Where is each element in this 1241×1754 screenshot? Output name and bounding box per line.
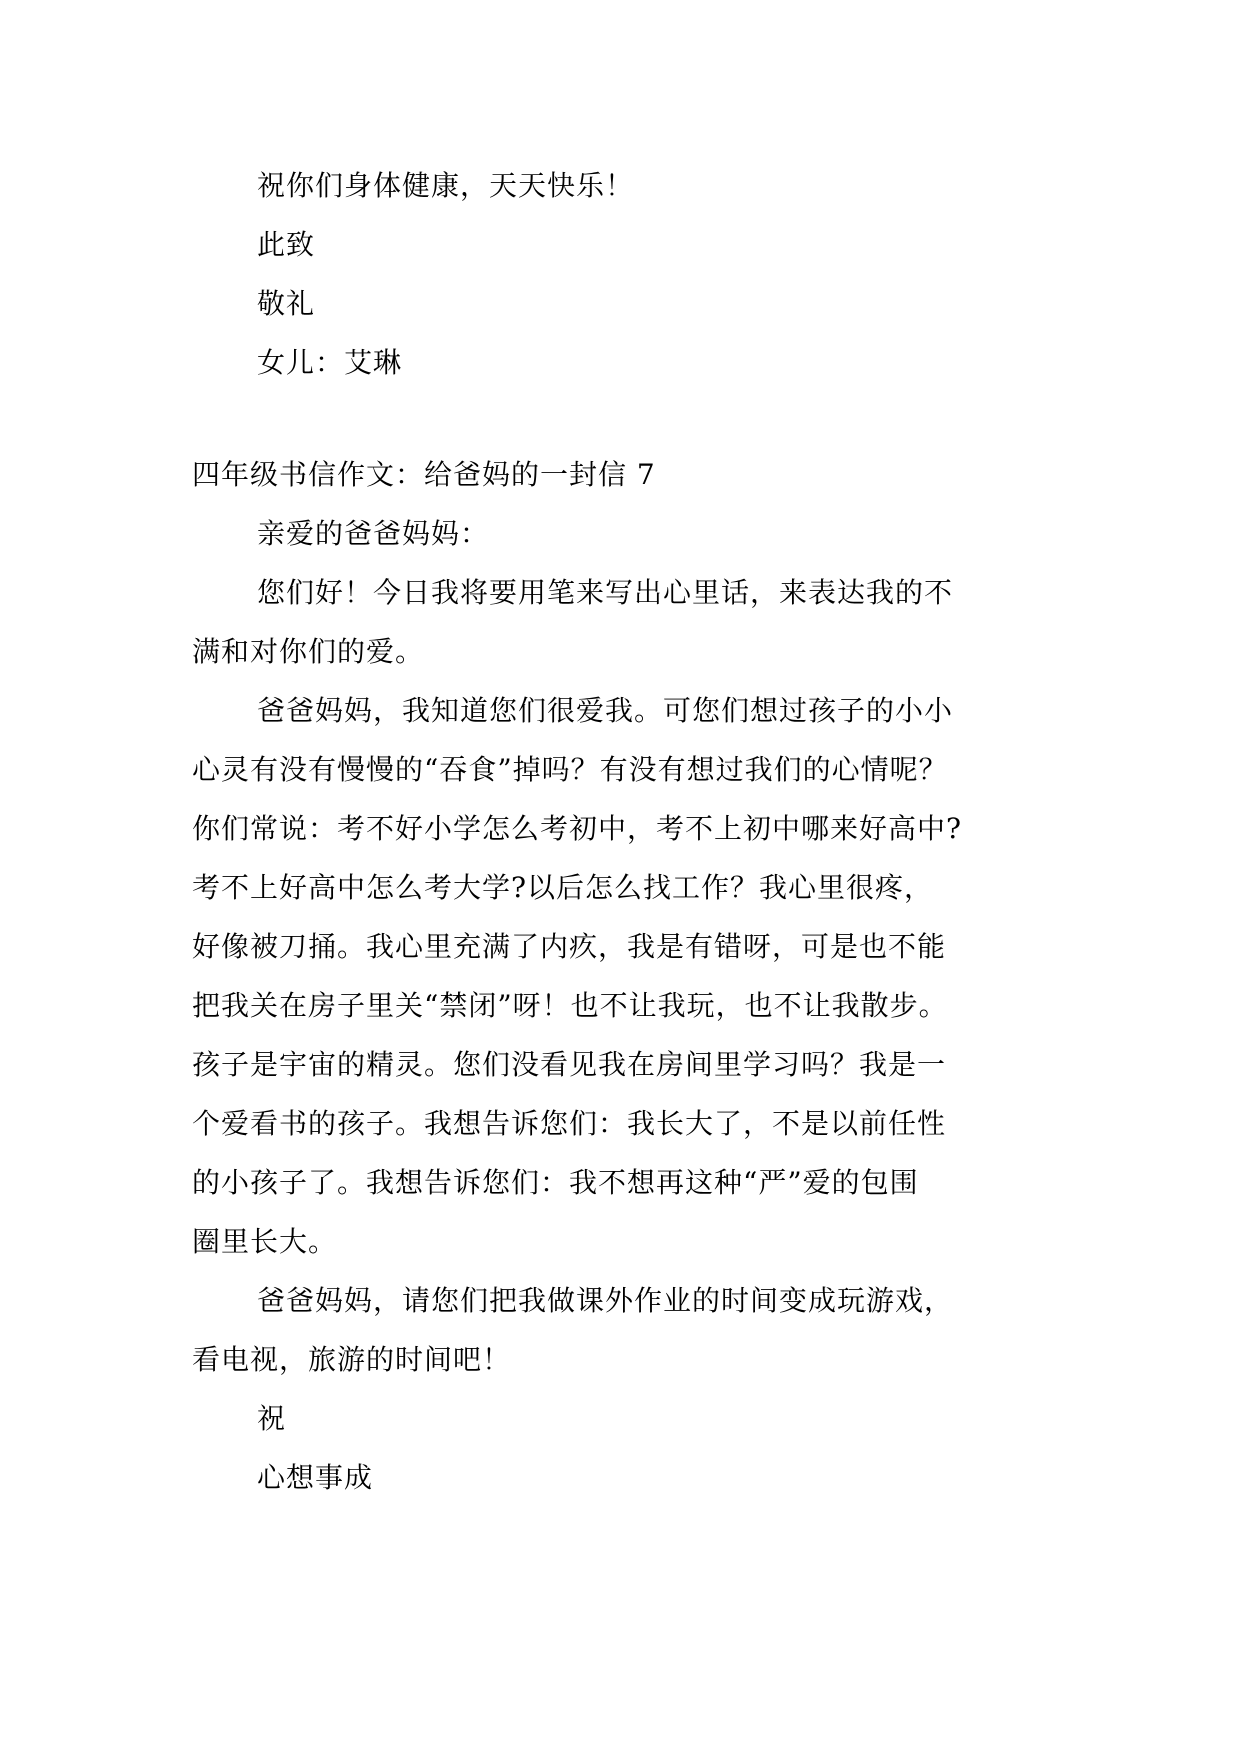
wish-line: 祝你们身体健康，天天快乐！ <box>257 169 635 202</box>
paragraph-line: 你们常说：考不好小学怎么考初中，考不上初中哪来好高中? <box>192 812 963 845</box>
closing-line: 此致 <box>257 228 316 261</box>
closing-line: 敬礼 <box>257 287 316 320</box>
paragraph-line: 满和对你们的爱。 <box>192 635 425 668</box>
paragraph-line: 把我关在房子里关“禁闭”呀！也不让我玩，也不让我散步。 <box>192 989 948 1022</box>
signature-line: 女儿：艾琳 <box>257 346 403 379</box>
paragraph-line: 爸爸妈妈，请您们把我做课外作业的时间变成玩游戏， <box>257 1284 954 1317</box>
paragraph-line: 好像被刀捅。我心里充满了内疚，我是有错呀，可是也不能 <box>192 930 947 963</box>
paragraph-line: 孩子是宇宙的精灵。您们没看见我在房间里学习吗？我是一 <box>192 1048 947 1081</box>
salutation-line: 亲爱的爸爸妈妈： <box>257 517 490 550</box>
paragraph-line: 考不上好高中怎么考大学?以后怎么找工作？我心里很疼， <box>192 871 934 904</box>
section-heading: 四年级书信作文：给爸妈的一封信 7 <box>192 458 656 491</box>
closing-line: 祝 <box>257 1402 287 1435</box>
paragraph-line: 您们好！今日我将要用笔来写出心里话，来表达我的不 <box>257 576 954 609</box>
paragraph-line: 爸爸妈妈，我知道您们很爱我。可您们想过孩子的小小 <box>257 694 954 727</box>
paragraph-line: 圈里长大。 <box>192 1225 338 1258</box>
paragraph-line: 心灵有没有慢慢的“吞食”掉吗？有没有想过我们的心情呢？ <box>192 753 948 786</box>
paragraph-line: 看电视，旅游的时间吧！ <box>192 1343 512 1376</box>
paragraph-line: 个爱看书的孩子。我想告诉您们：我长大了，不是以前任性 <box>192 1107 947 1140</box>
closing-line: 心想事成 <box>257 1461 374 1494</box>
paragraph-line: 的小孩子了。我想告诉您们：我不想再这种“严”爱的包围 <box>192 1166 919 1199</box>
